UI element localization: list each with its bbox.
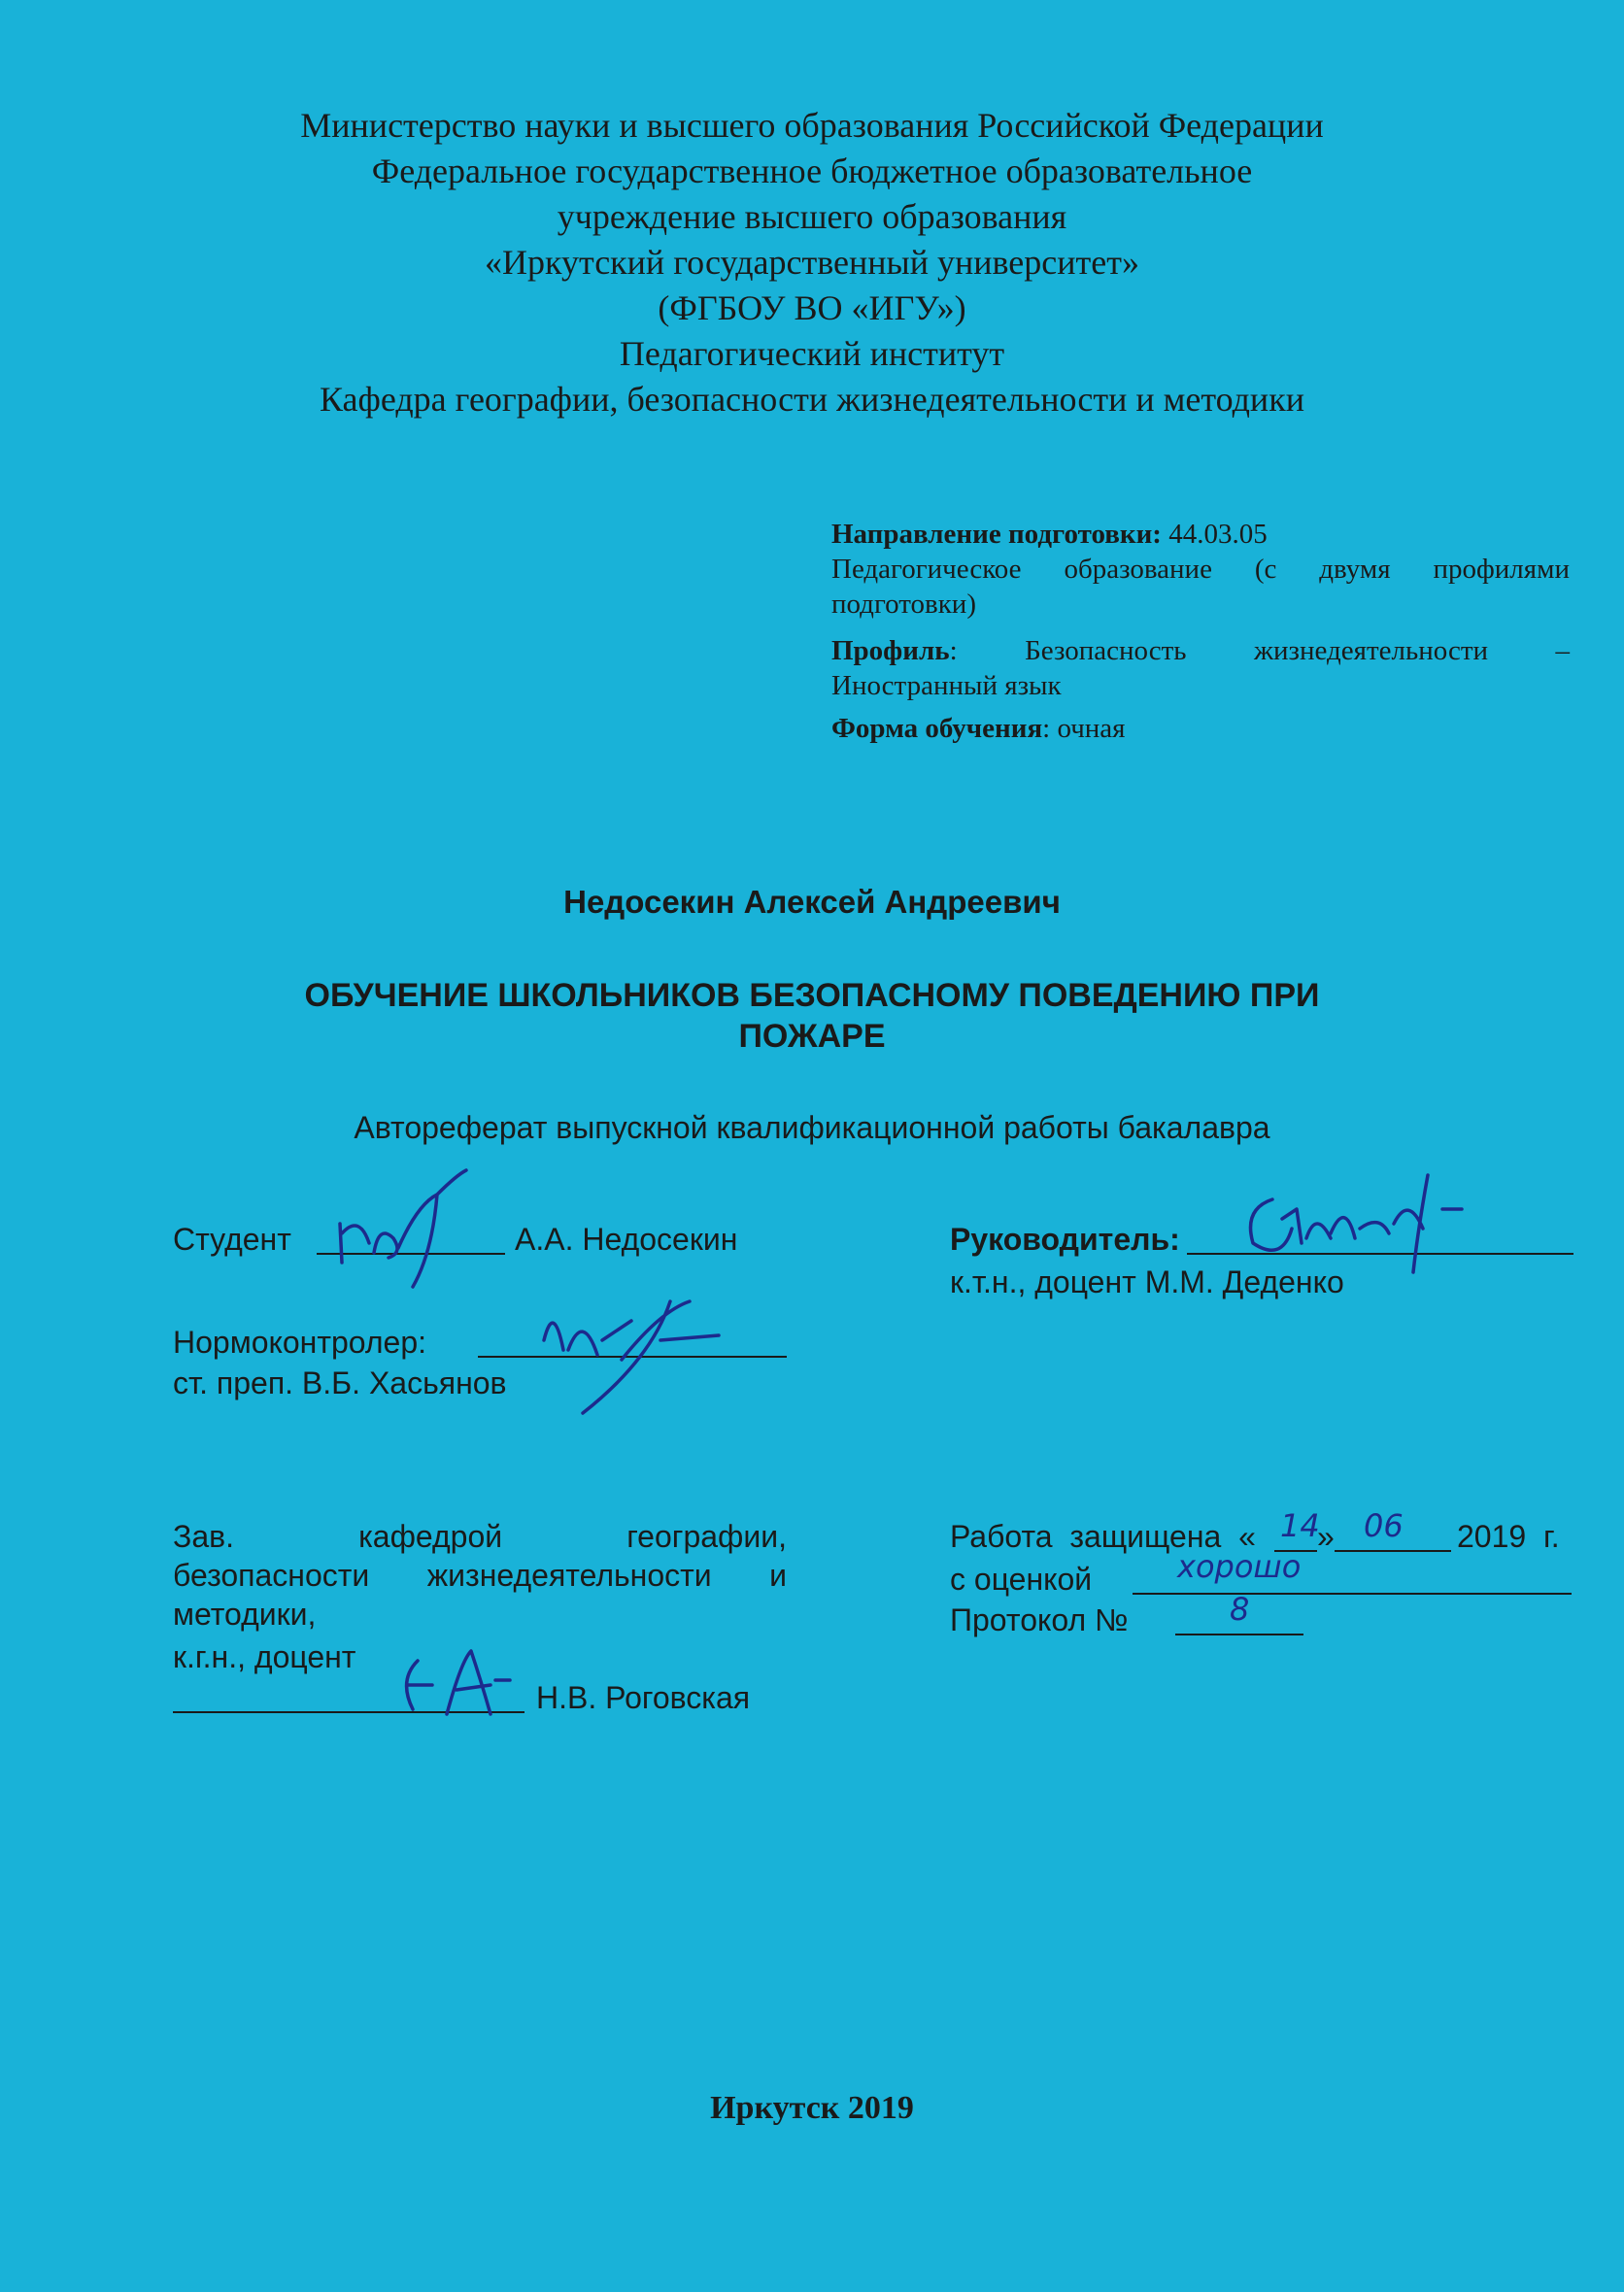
head-title-line1: Зав. кафедрой географии,	[173, 1519, 787, 1554]
head-title-line2: безопасности жизнедеятельности и	[173, 1558, 787, 1593]
supervisor-name: к.т.н., доцент М.М. Деденко	[950, 1264, 1344, 1299]
normcontrol-signature	[524, 1282, 748, 1418]
university-abbrev-line: (ФГБОУ ВО «ИГУ»)	[658, 288, 966, 327]
supervisor-signature	[1224, 1170, 1554, 1277]
student-name: А.А. Недосекин	[515, 1222, 738, 1257]
university-name-line: «Иркутский государственный университет»	[485, 243, 1139, 282]
defense-day: 14	[1280, 1507, 1320, 1544]
defended-quote: »	[1317, 1519, 1335, 1554]
grade-value: хорошо	[1177, 1548, 1302, 1585]
grade-line	[1133, 1593, 1572, 1595]
form-text: : очная	[1042, 713, 1126, 744]
department-line: Кафедра географии, безопасности жизнедеятельности и методики	[320, 380, 1304, 419]
education-line: учреждение высшего образования	[557, 197, 1067, 236]
thesis-title-line1: ОБУЧЕНИЕ ШКОЛЬНИКОВ БЕЗОПАСНОМУ ПОВЕДЕНИЮ ПРИ	[304, 977, 1320, 1014]
profile-line	[831, 631, 1570, 670]
form-line	[831, 709, 1126, 748]
normcontrol-label: Нормоконтролер:	[173, 1325, 427, 1360]
direction-name-line: Педагогическое образование (с двумя профилями	[831, 554, 1570, 585]
normcontrol-name: ст. преп. В.Б. Хасьянов	[173, 1365, 507, 1400]
profile-text: : Безопасность жизнедеятельности –	[949, 635, 1570, 666]
form-label: Форма обучения	[831, 713, 1043, 744]
defense-month: 06	[1364, 1507, 1404, 1544]
head-name: Н.В. Роговская	[536, 1680, 751, 1715]
head-title-line3: методики,	[173, 1597, 317, 1632]
profile-label: Профиль	[831, 635, 950, 666]
head-signature	[389, 1641, 534, 1729]
thesis-subtitle: Автореферат выпускной квалификационной работы бакалавра	[354, 1110, 1270, 1145]
direction-label: Направление подготовки:	[831, 519, 1162, 550]
protocol-label: Протокол №	[950, 1602, 1129, 1637]
supervisor-label: Руководитель:	[950, 1222, 1180, 1257]
protocol-line	[1175, 1634, 1303, 1635]
profile-line2: Иностранный язык	[831, 670, 1062, 701]
author-name: Недосекин Алексей Андреевич	[563, 884, 1061, 920]
defended-prefix: Работа защищена «	[950, 1519, 1256, 1554]
direction-name-line2: подготовки)	[831, 589, 976, 620]
protocol-number: 8	[1230, 1591, 1250, 1628]
direction-line	[831, 515, 1268, 554]
ministry-line: Министерство науки и высшего образования Российской Федерации	[300, 106, 1324, 145]
student-label: Студент	[173, 1222, 291, 1257]
grade-label: с оценкой	[950, 1562, 1093, 1597]
university-type-line: Федеральное государственное бюджетное образовательное	[371, 152, 1253, 190]
thesis-title-line2: ПОЖАРЕ	[738, 1018, 886, 1055]
head-title-line4: к.г.н., доцент	[173, 1639, 356, 1674]
institute-line: Педагогический институт	[619, 334, 1005, 373]
defense-year: 2019 г.	[1457, 1519, 1560, 1554]
direction-code: 44.03.05	[1168, 519, 1268, 550]
student-signature	[321, 1165, 515, 1292]
city-year: Иркутск 2019	[710, 2090, 914, 2126]
month-line	[1335, 1550, 1451, 1552]
